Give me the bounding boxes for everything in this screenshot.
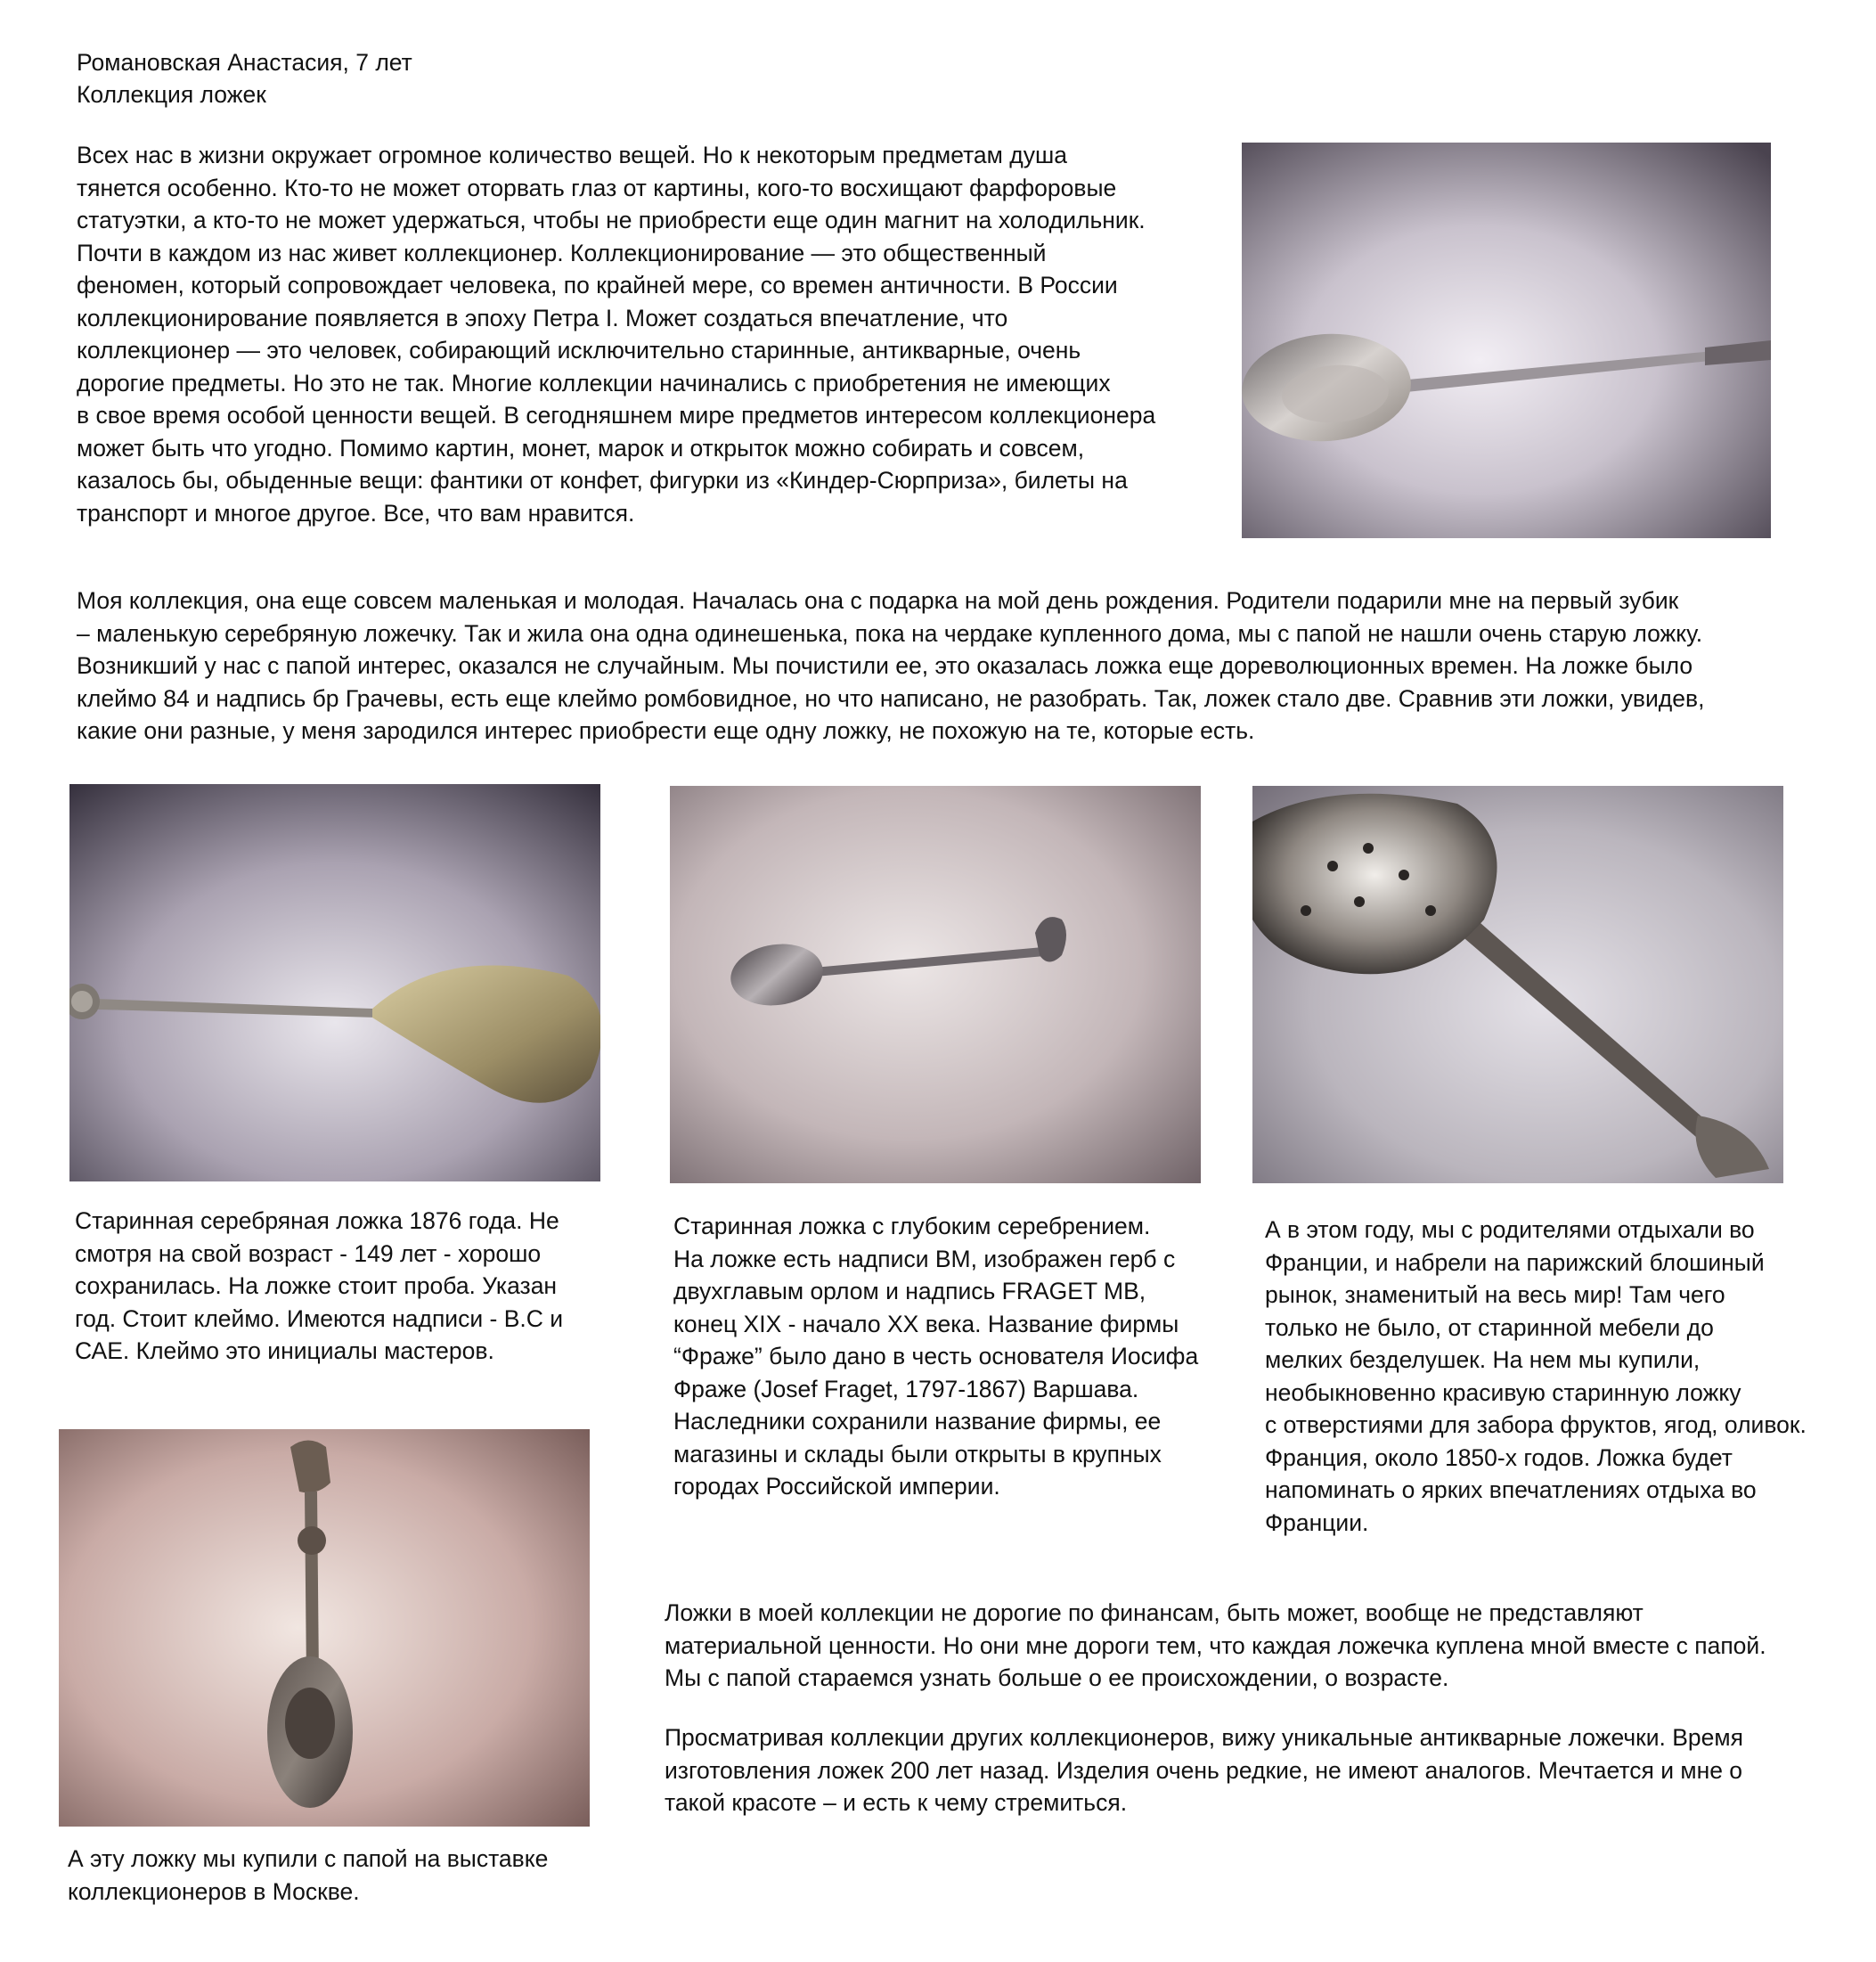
caption-spoon-paris: А в этом году, мы с родителями отдыхали во Франции, и набрели на парижский блошиный рынок, знаменитый на весь мир! Там чего только не было, от старинной мебели до мелких безделушек. На нем мы купили, необыкновенно красивую старинную ложку с отверстиями для забора фруктов, ягод, оливок. Франция, около 1850-х годов. Ложка будет напоминать о ярких впечатлениях отдыха во Франции. xyxy=(1265,1216,1807,1536)
caption-spoon-moscow: А эту ложку мы купили с папой на выставке коллекционеров в Москве. xyxy=(68,1845,549,1905)
closing-paragraph-1: Ложки в моей коллекции не дорогие по финансам, быть может, вообще не представляют материальной ценности. Но они мне дороги тем, что каждая ложечка куплена мной вместе с папой. Мы с папой стараемся узнать больше о ее происхождении, о возрасте. xyxy=(665,1599,1766,1691)
photo-twisted-spoon xyxy=(69,784,600,1181)
caption-spoon-fraget: Старинная ложка с глубоким серебрением. На ложке есть надписи ВМ, изображен герб с двухглавым орлом и надпись FRAGET MB, конец XIX - начало XX века. Название фирмы “Фраже” было дано в честь основателя Иосифа Фраже (Josef Fraget, 1797-1867) Варшава. Наследники сохранили название фирмы, ее магазины и склады были открыты в крупных городах Российской империи. xyxy=(673,1213,1199,1500)
photo-fraget-spoon xyxy=(670,786,1201,1183)
photo-pierced-spoon xyxy=(1252,786,1783,1183)
photo-silver-spoon xyxy=(1242,143,1771,538)
photo-moscow-spoon xyxy=(59,1429,590,1827)
closing-paragraph-2: Просматривая коллекции других коллекционеров, вижу уникальные антикварные ложечки. Время изготовления ложек 200 лет назад. Изделия очень редкие, не имеют аналогов. Мечтается и мне о такой красоте – и есть к чему стремиться. xyxy=(665,1724,1743,1816)
author-line: Романовская Анастасия, 7 лет xyxy=(77,49,412,76)
page-title: Коллекция ложек xyxy=(77,81,266,108)
collection-paragraph: Моя коллекция, она еще совсем маленькая и молодая. Началась она с подарка на мой день рождения. Родители подарили мне на первый зубик – маленькую серебряную ложечку. Так и жила она одна одинешенька, пока на чердаке купленного дома, мы с папой не нашли очень старую ложку. Возникший у нас с папой интерес, оказался не случайным. Мы почистили ее, это оказалась ложка еще дореволюционных времен. На ложке было клеймо 84 и надпись бр Грачевы, есть еще клеймо ромбовидное, но что написано, не разобрать. Так, ложек стало две. Сравнив эти ложки, увидев, какие они разные, у меня зародился интерес приобрести еще одну ложку, не похожую на те, которые есть. xyxy=(77,587,1705,744)
intro-paragraph: Всех нас в жизни окружает огромное количество вещей. Но к некоторым предметам душа тянется особенно. Кто-то не может оторвать глаз от картины, кого-то восхищают фарфоровые статуэтки, а кто-то не может удержаться, чтобы не приобрести еще один магнит на холодильник. Почти в каждом из нас живет коллекционер. Коллекционирование — это общественный феномен, который сопровождает человека, по крайней мере, со времен античности. В России коллекционирование появляется в эпоху Петра I. Может создаться впечатление, что коллекционер — это человек, собирающий исключительно старинные, антикварные, очень дорогие предметы. Но это не так. Многие коллекции начинались с приобретения не имеющих в свое время особой ценности вещей. В сегодняшнем мире предметов интересом коллекционера может быть что угодно. Помимо картин, монет, марок и открыток можно собирать и совсем, казалось бы, обыденные вещи: фантики от конфет, фигурки из «Киндер-Сюрприза», билеты на транспорт и многое другое. Все, что вам нравится. xyxy=(77,142,1156,527)
caption-spoon-1876: Старинная серебряная ложка 1876 года. Не смотря на свой возраст - 149 лет - хорошо сохранилась. На ложке стоит проба. Указан год. Стоит клеймо. Имеются надписи - В.С и САЕ. Клеймо это инициалы мастеров. xyxy=(75,1207,564,1364)
